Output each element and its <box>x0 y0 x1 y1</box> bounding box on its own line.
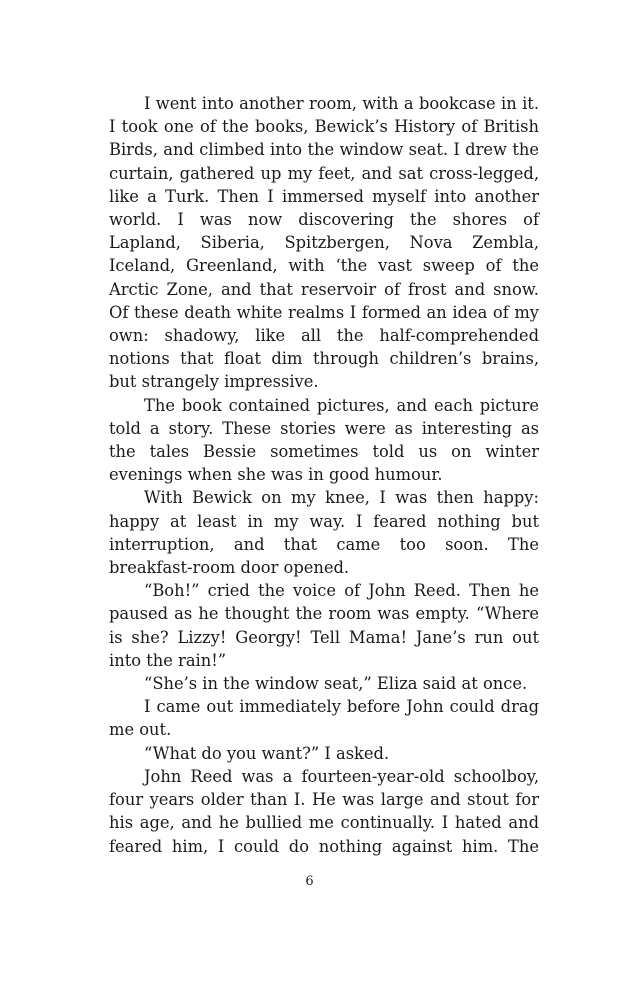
paragraph-1: I went into another room, with a bookcase in it. I took one of the books, Bewick’s History of British Birds, and climbed into the window seat. I drew the curtain, gathered up my feet, and sat cross-legged, like a Turk. Then I immersed myself into another world. I was now discovering the shores of Lapland, Siberia, Spitzbergen, Nova Zembla, Iceland, Greenland, with ‘the vast sweep of the Arctic Zone, and that reservoir of frost and snow. Of these death white realms I formed an idea of my own: shadowy, like all the half-comprehended notions that float dim through children’s brains, but strangely impressive. <box>109 94 539 392</box>
paragraph-7: “What do you want?” I asked. <box>144 743 390 763</box>
paragraph-4: “Boh!” cried the voice of John Reed. Then he paused as he thought the room was empty. “Where is she? Lizzy! Georgy! Tell Mama! Jane’s run out into the rain!” <box>109 581 539 670</box>
paragraph-5: “She’s in the window seat,” Eliza said at once. <box>144 674 528 694</box>
paragraph-8: John Reed was a fourteen-year-old schoolboy, four years older than I. He was large and stout for his age, and he bullied me continually. I hated and feared him, I could do nothing against him. The <box>109 766 539 856</box>
paragraph-6: I came out immediately before John could drag me out. <box>109 697 539 740</box>
body-text <box>109 92 539 858</box>
paragraph-2: The book contained pictures, and each picture told a story. These stories were as interesting as the tales Bessie sometimes told us on winter evenings when she was in good humour. <box>109 395 539 485</box>
paragraph-3: With Bewick on my knee, I was then happy: happy at least in my way. I feared nothing but interruption, and that came too soon. The breakfast-room door opened. <box>109 488 539 578</box>
page-number: 6 <box>305 874 314 889</box>
